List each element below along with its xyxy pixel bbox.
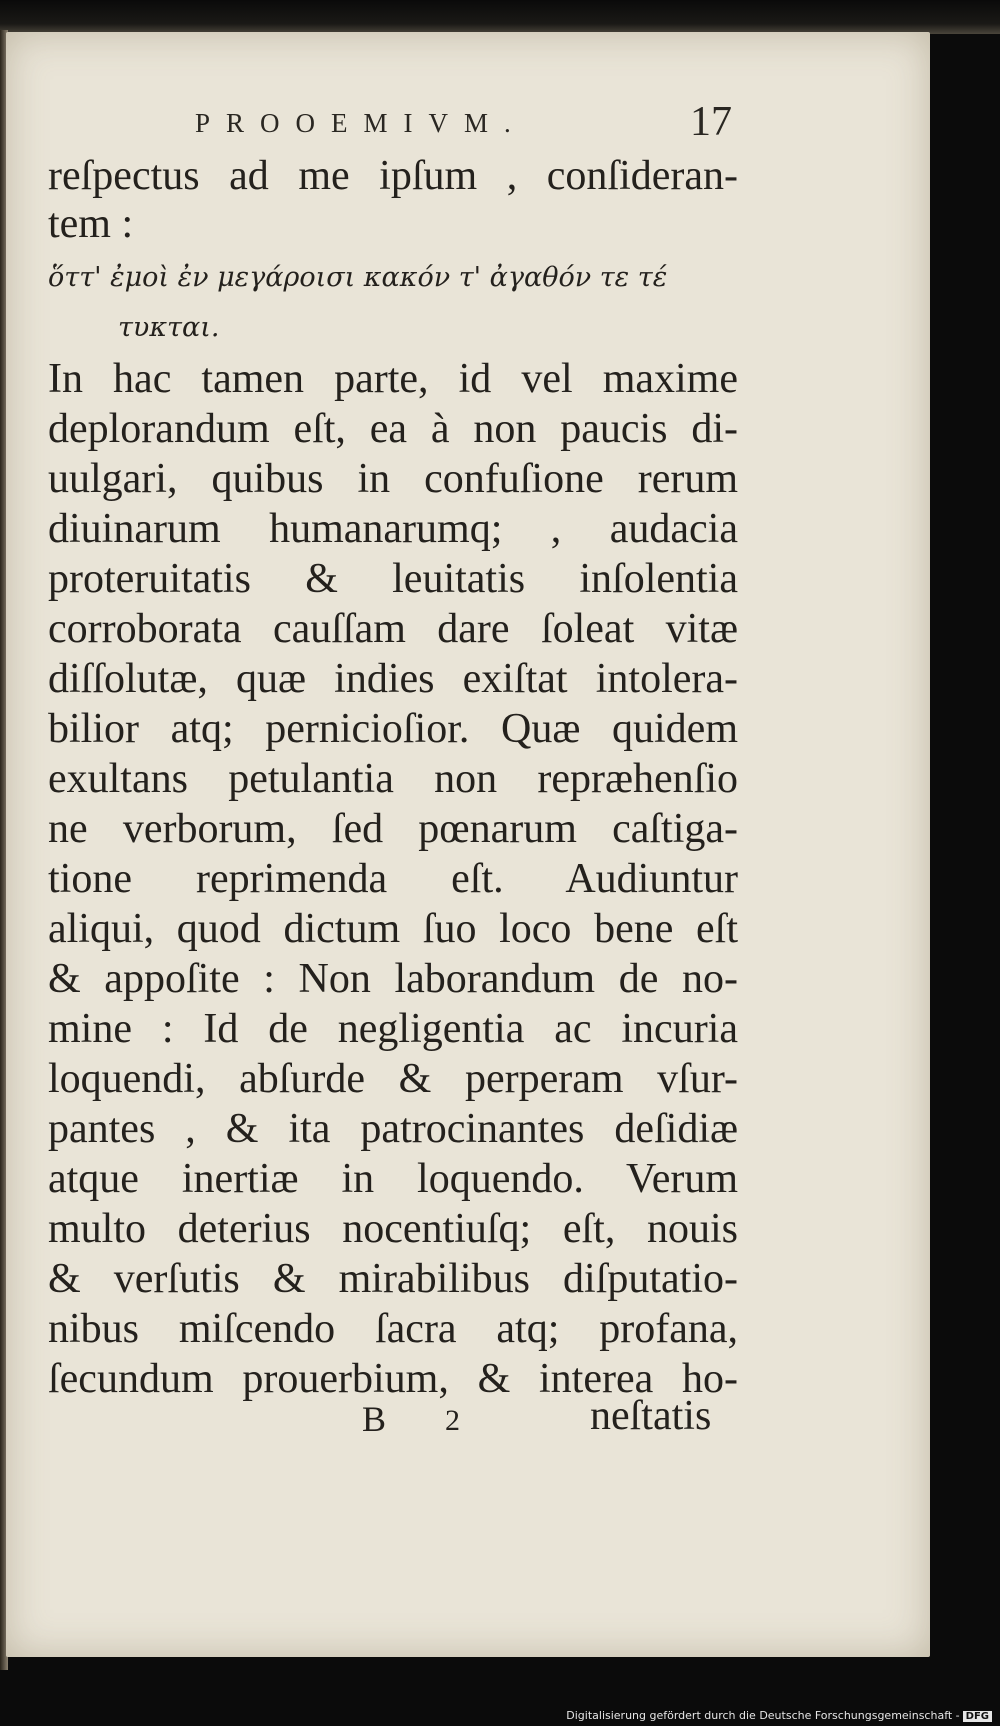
text-line-5: uulgari, quibus in confuſione rerum [48, 456, 738, 502]
text-line-10: bilior atq; pernicioſior. Quæ quidem [48, 706, 738, 752]
text-line-12: ne verborum, ſed pœnarum caſtiga- [48, 806, 738, 852]
greek-quote-line-2: τυκται. [118, 312, 220, 343]
greek-quote-line-1: ὅττ' ἐμοὶ ἐν μεγάροισι κακόν τ' ἀγαθόν τε τέ [48, 262, 668, 293]
text-line-15: & appoſite : Non laborandum de no- [48, 956, 738, 1002]
scan-top-edge [0, 0, 1000, 34]
text-line-14: aliqui, quod dictum ſuo loco bene eſt [48, 906, 738, 952]
text-line-2: tem : [48, 201, 134, 247]
text-line-6: diuinarum humanarumq; , audacia [48, 506, 738, 552]
dfg-logo: DFG [963, 1711, 992, 1722]
text-line-13: tione reprimenda eſt. Audiuntur [48, 856, 738, 902]
signature-number: 2 [445, 1404, 460, 1437]
signature-letter: B [362, 1399, 387, 1439]
text-line-8: corroborata cauſſam dare ſoleat vitæ [48, 606, 738, 652]
text-line-18: pantes , & ita patrocinantes deſidiæ [48, 1106, 738, 1152]
text-line-7: proteruitatis & leuitatis inſolentia [48, 556, 738, 602]
text-line-19: atque inertiæ in loquendo. Verum [48, 1156, 738, 1202]
text-line-22: nibus miſcendo ſacra atq; profana, [48, 1306, 738, 1352]
page-number: 17 [690, 99, 732, 145]
text-line-4: deplorandum eſt, ea à non paucis di- [48, 406, 738, 452]
text-line-20: multo deterius nocentiuſq; eſt, nouis [48, 1206, 738, 1252]
credit-text: Digitalisierung gefördert durch die Deutsche Forschungsgemeinschaft - [566, 1709, 960, 1722]
text-line-9: diſſolutæ, quæ indies exiſtat intolera- [48, 656, 738, 702]
text-line-17: loquendi, abſurde & perperam vſur- [48, 1056, 738, 1102]
text-line-1: reſpectus ad me ipſum , conſideran- [48, 153, 738, 199]
text-line-23: ſecundum prouerbium, & interea ho- [48, 1356, 738, 1402]
text-line-16: mine : Id de negligentia ac incuria [48, 1006, 738, 1052]
digitization-credit [566, 1709, 992, 1722]
text-line-3: In hac tamen parte, id vel maxime [48, 356, 738, 402]
running-head: PROOEMIVM. [195, 108, 527, 138]
text-line-11: exultans petulantia non repræhenſio [48, 756, 738, 802]
text-line-21: & verſutis & mirabilibus diſputatio- [48, 1256, 738, 1302]
catchword: neſtatis [590, 1393, 712, 1439]
